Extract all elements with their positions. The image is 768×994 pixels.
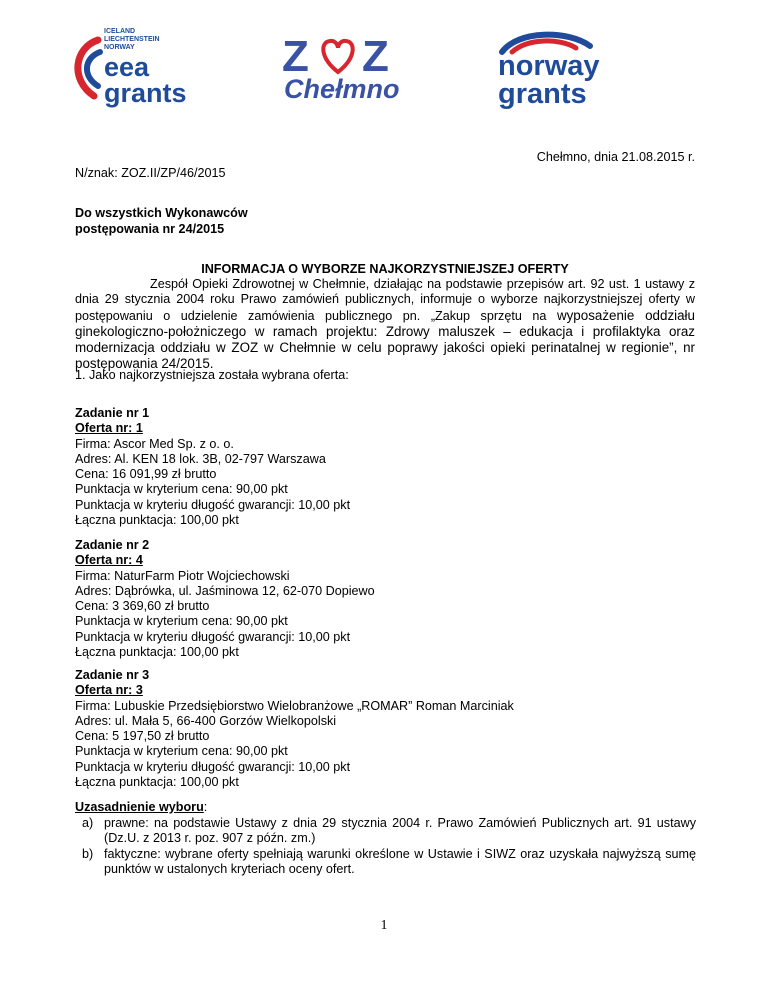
- company-address: Adres: Al. KEN 18 lok. 3B, 02-797 Warszawa: [75, 451, 326, 466]
- price-score: Punktacja w kryterium cena: 90,00 pkt: [75, 482, 288, 497]
- total-score: Łączna punktacja: 100,00 pkt: [75, 645, 239, 660]
- eea-country-iceland: ICELAND: [104, 28, 136, 35]
- addressee-line-2: postępowania nr 24/2015: [75, 222, 225, 236]
- eea-swirl-icon: [68, 36, 104, 102]
- warranty-score: Punktacja w kryteriu długość gwarancji: 10,00 pkt: [75, 759, 351, 774]
- logo-bar: [0, 24, 768, 114]
- section-1-heading: 1. Jako najkorzystniejsza została wybrana oferta:: [75, 368, 349, 382]
- reference-number: N/znak: ZOZ.II/ZP/46/2015: [75, 166, 226, 180]
- intro-text-part-2: wyposażenie oddziału ginekologiczno-położniczego w ramach projektu: Zdrowy maluszek – edukacja i profilaktyka oraz modernizacja oddziału w ZOZ w Chełmnie w celu poprawy jakości opieki perinatalnej w regionie”, nr postępowania 24/2015.: [75, 307, 695, 372]
- offer-price: Cena: 3 369,60 zł brutto: [75, 599, 210, 614]
- task-block-1: [75, 406, 695, 528]
- page-number: 1: [380, 918, 388, 933]
- zoz-chelmno-word: Chełmno: [284, 74, 400, 104]
- document-title: INFORMACJA O WYBORZE NAJKORZYSTNIEJSZEJ OFERTY: [201, 262, 569, 276]
- task-block-2: [75, 538, 695, 660]
- eea-country-norway: NORWAY: [104, 44, 135, 51]
- justification-list: [82, 816, 696, 877]
- justification-item-legal: [82, 816, 696, 847]
- company-address: Adres: ul. Mała 5, 66-400 Gorzów Wielkopolski: [75, 713, 337, 728]
- heart-icon: [318, 36, 358, 76]
- task-title: Zadanie nr 3: [75, 668, 150, 682]
- offer-price: Cena: 5 197,50 zł brutto: [75, 729, 210, 744]
- addressee-line-1: Do wszystkich Wykonawców: [75, 206, 248, 220]
- offer-number: Oferta nr: 1: [75, 421, 143, 436]
- warranty-score: Punktacja w kryteriu długość gwarancji: 10,00 pkt: [75, 497, 351, 512]
- norway-grants-word: grants: [498, 78, 587, 110]
- intro-text-part-1: Zespół Opieki Zdrowotnej w Chełmnie, działając na podstawie przepisów art. 92 ust. 1 ustawy z dnia 29 stycznia 2004 roku Prawo zamówień publicznych, informuje o wyborze najkorzystniejszej oferty w postępowaniu o udzielenie zamówienia publicznego pn. „Zakup sprzętu na: [75, 277, 695, 323]
- eea-word: eea: [104, 52, 150, 82]
- intro-paragraph: [75, 277, 695, 373]
- zoz-chelmno-logo: [280, 32, 410, 108]
- eea-grants-logo: [68, 28, 208, 108]
- factual-basis-text: faktyczne: wybrane oferty spełniają warunki określone w Ustawie i SIWZ oraz uzyskała najwyższą sumę punktów w ustalonych kryteriach oceny ofert.: [104, 846, 696, 876]
- total-score: Łączna punktacja: 100,00 pkt: [75, 513, 239, 528]
- list-marker-a: a): [82, 816, 94, 830]
- document-date: Chełmno, dnia 21.08.2015 r.: [536, 150, 695, 164]
- company-name: Firma: Ascor Med Sp. z o. o.: [75, 436, 234, 451]
- price-score: Punktacja w kryterium cena: 90,00 pkt: [75, 744, 288, 759]
- justification-heading: [75, 800, 695, 815]
- company-address: Adres: Dąbrówka, ul. Jaśminowa 12, 62-070 Dopiewo: [75, 583, 375, 598]
- list-marker-b: b): [82, 846, 94, 861]
- task-block-3: [75, 668, 695, 790]
- offer-price: Cena: 16 091,99 zł brutto: [75, 467, 217, 482]
- warranty-score: Punktacja w kryteriu długość gwarancji: 10,00 pkt: [75, 629, 351, 644]
- legal-basis-text: prawne: na podstawie Ustawy z dnia 29 stycznia 2004 r. Prawo Zamówień Publicznych art. 91 ustawy (Dz.U. z 2013 r. poz. 907 z późn. zm.): [104, 816, 696, 846]
- company-name: Firma: NaturFarm Piotr Wojciechowski: [75, 568, 290, 583]
- total-score: Łączna punktacja: 100,00 pkt: [75, 775, 239, 790]
- company-name: Firma: Lubuskie Przedsiębiorstwo Wielobranżowe „ROMAR” Roman Marciniak: [75, 698, 514, 713]
- zoz-letter-z1: Z: [282, 32, 309, 81]
- justification-item-factual: [82, 847, 696, 878]
- eea-country-liechtenstein: LIECHTENSTEIN: [104, 36, 160, 43]
- eea-grants-word: grants: [104, 78, 187, 108]
- norway-word: norway: [498, 50, 600, 82]
- offer-number: Oferta nr: 4: [75, 553, 143, 568]
- norway-grants-logo: [498, 28, 638, 110]
- price-score: Punktacja w kryterium cena: 90,00 pkt: [75, 614, 288, 629]
- task-title: Zadanie nr 2: [75, 538, 150, 552]
- justification-heading-text: Uzasadnienie wyboru: [75, 800, 204, 814]
- justification-colon: :: [203, 800, 208, 814]
- zoz-letter-z2: Z: [362, 32, 389, 81]
- task-title: Zadanie nr 1: [75, 406, 150, 420]
- offer-number: Oferta nr: 3: [75, 683, 143, 698]
